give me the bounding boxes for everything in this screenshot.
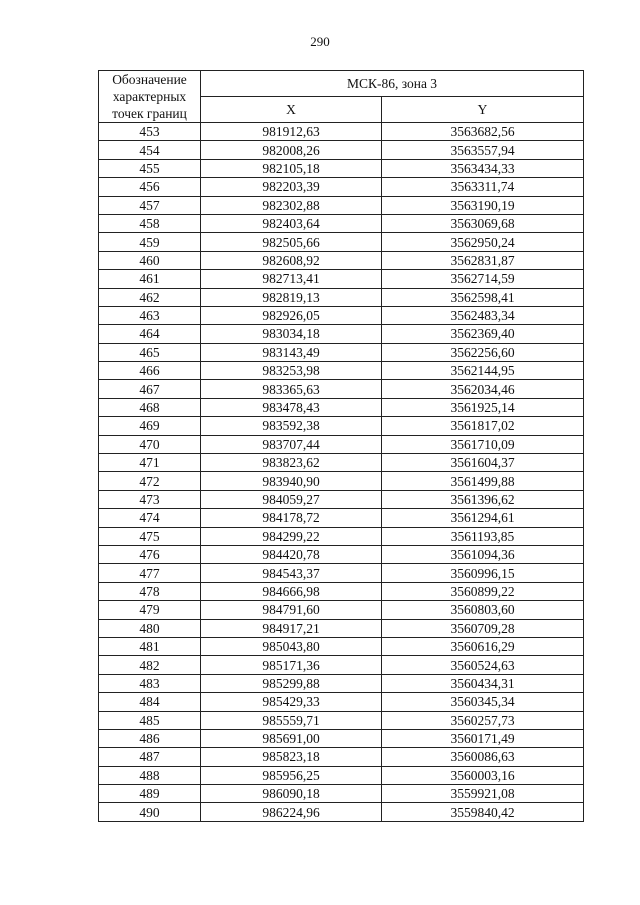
table-row <box>99 362 584 380</box>
table-row <box>99 785 584 803</box>
x-coordinate-cell: 983365,63 <box>201 380 382 398</box>
x-coordinate-cell: 984791,60 <box>201 601 382 619</box>
point-number-cell: 476 <box>99 545 201 563</box>
y-coordinate-cell: 3561193,85 <box>382 527 584 545</box>
table-row <box>99 343 584 361</box>
table-row <box>99 748 584 766</box>
table-row <box>99 693 584 711</box>
x-coordinate-cell: 983253,98 <box>201 362 382 380</box>
y-coordinate-cell: 3559921,08 <box>382 785 584 803</box>
y-coordinate-cell: 3560003,16 <box>382 766 584 784</box>
y-coordinate-cell: 3562714,59 <box>382 270 584 288</box>
point-header-line-3: точек границ <box>112 106 187 121</box>
x-coordinate-cell: 985429,33 <box>201 693 382 711</box>
coordinates-table <box>98 70 584 822</box>
y-column-header: Y <box>382 97 584 123</box>
y-coordinate-cell: 3561094,36 <box>382 545 584 563</box>
table-row <box>99 674 584 692</box>
table-row <box>99 214 584 232</box>
table-row <box>99 196 584 214</box>
point-number-cell: 466 <box>99 362 201 380</box>
table-row <box>99 325 584 343</box>
table-body <box>99 123 584 822</box>
x-coordinate-cell: 983823,62 <box>201 454 382 472</box>
x-coordinate-cell: 982505,66 <box>201 233 382 251</box>
x-coordinate-cell: 985691,00 <box>201 729 382 747</box>
x-coordinate-cell: 982403,64 <box>201 214 382 232</box>
point-number-cell: 464 <box>99 325 201 343</box>
y-coordinate-cell: 3563311,74 <box>382 178 584 196</box>
x-coordinate-cell: 984299,22 <box>201 527 382 545</box>
x-coordinate-cell: 982203,39 <box>201 178 382 196</box>
table-row <box>99 711 584 729</box>
point-number-cell: 483 <box>99 674 201 692</box>
x-coordinate-cell: 984666,98 <box>201 582 382 600</box>
y-coordinate-cell: 3563557,94 <box>382 141 584 159</box>
x-coordinate-cell: 985171,36 <box>201 656 382 674</box>
y-coordinate-cell: 3562256,60 <box>382 343 584 361</box>
y-coordinate-cell: 3562598,41 <box>382 288 584 306</box>
page-number: 290 <box>310 34 330 49</box>
y-coordinate-cell: 3561710,09 <box>382 435 584 453</box>
y-coordinate-cell: 3560524,63 <box>382 656 584 674</box>
y-coordinate-cell: 3561294,61 <box>382 509 584 527</box>
x-coordinate-cell: 983940,90 <box>201 472 382 490</box>
table-row <box>99 178 584 196</box>
x-coordinate-cell: 986090,18 <box>201 785 382 803</box>
x-coordinate-cell: 982926,05 <box>201 306 382 324</box>
x-coordinate-cell: 983143,49 <box>201 343 382 361</box>
y-coordinate-cell: 3562144,95 <box>382 362 584 380</box>
table-row <box>99 637 584 655</box>
x-coordinate-cell: 983478,43 <box>201 398 382 416</box>
table-row <box>99 619 584 637</box>
x-coordinate-cell: 985823,18 <box>201 748 382 766</box>
point-number-cell: 473 <box>99 490 201 508</box>
x-coordinate-cell: 986224,96 <box>201 803 382 821</box>
table-row <box>99 306 584 324</box>
table-row <box>99 141 584 159</box>
point-number-cell: 478 <box>99 582 201 600</box>
table-row <box>99 601 584 619</box>
table-row <box>99 564 584 582</box>
point-number-cell: 456 <box>99 178 201 196</box>
x-coordinate-cell: 982302,88 <box>201 196 382 214</box>
table-row <box>99 288 584 306</box>
point-number-cell: 458 <box>99 214 201 232</box>
table-row <box>99 417 584 435</box>
x-coordinate-cell: 982713,41 <box>201 270 382 288</box>
y-coordinate-cell: 3562369,40 <box>382 325 584 343</box>
table-header <box>99 71 584 123</box>
point-header-line-2: характерных <box>112 89 187 104</box>
x-coordinate-cell: 983592,38 <box>201 417 382 435</box>
y-coordinate-cell: 3560257,73 <box>382 711 584 729</box>
y-coordinate-cell: 3561396,62 <box>382 490 584 508</box>
x-coordinate-cell: 985956,25 <box>201 766 382 784</box>
y-coordinate-cell: 3560803,60 <box>382 601 584 619</box>
y-coordinate-cell: 3561925,14 <box>382 398 584 416</box>
table-row <box>99 251 584 269</box>
y-coordinate-cell: 3559840,42 <box>382 803 584 821</box>
x-coordinate-cell: 984059,27 <box>201 490 382 508</box>
point-number-cell: 484 <box>99 693 201 711</box>
point-number-cell: 481 <box>99 637 201 655</box>
point-number-cell: 467 <box>99 380 201 398</box>
x-column-header: X <box>201 97 382 123</box>
x-coordinate-cell: 982608,92 <box>201 251 382 269</box>
point-number-cell: 460 <box>99 251 201 269</box>
y-coordinate-cell: 3560709,28 <box>382 619 584 637</box>
coordinate-system-header: МСК-86, зона 3 <box>201 71 584 97</box>
table-row <box>99 454 584 472</box>
point-designation-header <box>99 71 201 123</box>
y-coordinate-cell: 3563434,33 <box>382 159 584 177</box>
table-row <box>99 527 584 545</box>
point-number-cell: 470 <box>99 435 201 453</box>
point-number-cell: 485 <box>99 711 201 729</box>
y-coordinate-cell: 3561604,37 <box>382 454 584 472</box>
point-number-cell: 488 <box>99 766 201 784</box>
point-number-cell: 468 <box>99 398 201 416</box>
y-coordinate-cell: 3560996,15 <box>382 564 584 582</box>
y-coordinate-cell: 3563190,19 <box>382 196 584 214</box>
table-row <box>99 582 584 600</box>
table-row <box>99 729 584 747</box>
point-number-cell: 459 <box>99 233 201 251</box>
table-row <box>99 159 584 177</box>
x-coordinate-cell: 982819,13 <box>201 288 382 306</box>
table-header-row-system <box>99 71 584 97</box>
y-coordinate-cell: 3560434,31 <box>382 674 584 692</box>
x-coordinate-cell: 984917,21 <box>201 619 382 637</box>
table-row <box>99 233 584 251</box>
y-coordinate-cell: 3560345,34 <box>382 693 584 711</box>
y-coordinate-cell: 3560086,63 <box>382 748 584 766</box>
y-coordinate-cell: 3562483,34 <box>382 306 584 324</box>
point-number-cell: 469 <box>99 417 201 435</box>
point-number-cell: 489 <box>99 785 201 803</box>
y-coordinate-cell: 3562831,87 <box>382 251 584 269</box>
point-number-cell: 477 <box>99 564 201 582</box>
point-number-cell: 474 <box>99 509 201 527</box>
x-coordinate-cell: 983707,44 <box>201 435 382 453</box>
table-row <box>99 270 584 288</box>
x-coordinate-cell: 985299,88 <box>201 674 382 692</box>
point-number-cell: 472 <box>99 472 201 490</box>
table-row <box>99 509 584 527</box>
point-number-cell: 457 <box>99 196 201 214</box>
x-coordinate-cell: 984178,72 <box>201 509 382 527</box>
table-row <box>99 123 584 141</box>
table-row <box>99 545 584 563</box>
y-coordinate-cell: 3560171,49 <box>382 729 584 747</box>
point-number-cell: 482 <box>99 656 201 674</box>
x-coordinate-cell: 985043,80 <box>201 637 382 655</box>
y-coordinate-cell: 3562950,24 <box>382 233 584 251</box>
y-coordinate-cell: 3560616,29 <box>382 637 584 655</box>
table-row <box>99 435 584 453</box>
table-row <box>99 766 584 784</box>
point-number-cell: 462 <box>99 288 201 306</box>
point-number-cell: 475 <box>99 527 201 545</box>
x-coordinate-cell: 984543,37 <box>201 564 382 582</box>
x-coordinate-cell: 983034,18 <box>201 325 382 343</box>
table-row <box>99 472 584 490</box>
point-number-cell: 453 <box>99 123 201 141</box>
table-row <box>99 656 584 674</box>
point-header-line-1: Обозначение <box>112 72 187 87</box>
point-number-cell: 490 <box>99 803 201 821</box>
point-number-cell: 461 <box>99 270 201 288</box>
y-coordinate-cell: 3563682,56 <box>382 123 584 141</box>
point-number-cell: 486 <box>99 729 201 747</box>
point-number-cell: 480 <box>99 619 201 637</box>
point-number-cell: 455 <box>99 159 201 177</box>
x-coordinate-cell: 985559,71 <box>201 711 382 729</box>
y-coordinate-cell: 3563069,68 <box>382 214 584 232</box>
point-number-cell: 487 <box>99 748 201 766</box>
table-row <box>99 380 584 398</box>
point-number-cell: 471 <box>99 454 201 472</box>
x-coordinate-cell: 981912,63 <box>201 123 382 141</box>
point-number-cell: 479 <box>99 601 201 619</box>
y-coordinate-cell: 3561499,88 <box>382 472 584 490</box>
point-number-cell: 463 <box>99 306 201 324</box>
table-row <box>99 803 584 821</box>
table-row <box>99 490 584 508</box>
y-coordinate-cell: 3561817,02 <box>382 417 584 435</box>
point-number-cell: 465 <box>99 343 201 361</box>
y-coordinate-cell: 3562034,46 <box>382 380 584 398</box>
x-coordinate-cell: 984420,78 <box>201 545 382 563</box>
point-number-cell: 454 <box>99 141 201 159</box>
x-coordinate-cell: 982008,26 <box>201 141 382 159</box>
y-coordinate-cell: 3560899,22 <box>382 582 584 600</box>
table-row <box>99 398 584 416</box>
x-coordinate-cell: 982105,18 <box>201 159 382 177</box>
